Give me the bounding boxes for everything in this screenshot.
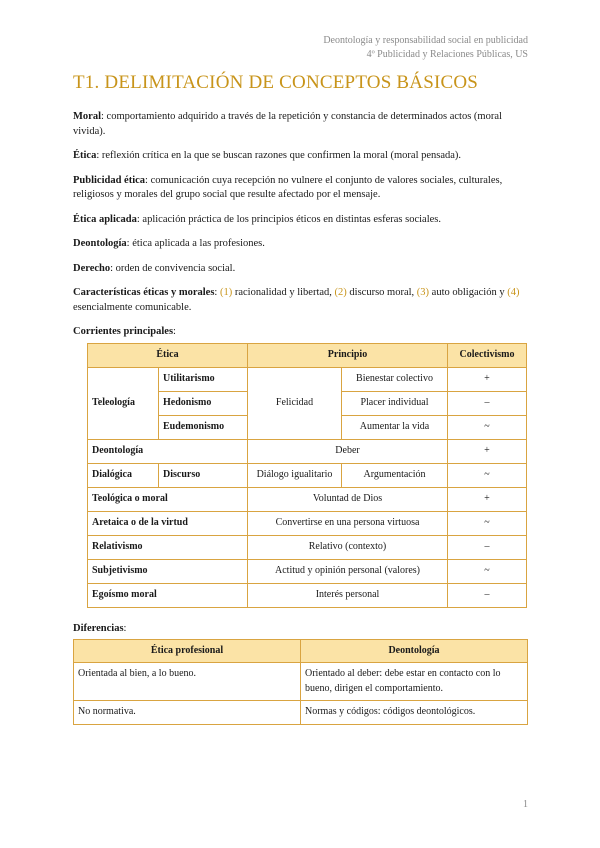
definition-text: : comunicación cuya recepción no vulnere el conjunto de valores sociales, culturales, religiosos y morales del grupo social que resulte afectado por el mensaje. — [73, 174, 503, 200]
cell-teleologia: Teleología — [88, 367, 159, 439]
table-row — [74, 701, 528, 725]
definition-term: Derecho — [73, 262, 111, 274]
table-row — [88, 559, 527, 583]
cell-etica-profesional: Orientada al bien, a lo bueno. — [74, 663, 301, 701]
main-content — [73, 110, 528, 725]
item-text: racionalidad y libertad, — [232, 287, 335, 298]
item-text: esencialmente comunicable. — [73, 301, 192, 313]
cell-discurso: Discurso — [159, 463, 248, 487]
cell-relativismo: Relativismo — [88, 535, 248, 559]
table-row — [88, 487, 527, 511]
cell-voluntad: Voluntad de Dios — [248, 487, 448, 511]
table-header-row — [74, 640, 528, 663]
cell-actitud: Actitud y opinión personal (valores) — [248, 559, 448, 583]
item-text: auto obligación y — [429, 287, 508, 298]
cell-collectivism: – — [448, 391, 527, 415]
definition-moral — [73, 110, 528, 139]
definition-text: : aplicación práctica de los principios éticos en distintas esferas sociales. — [136, 213, 441, 225]
cell-eudemonismo: Eudemonismo — [159, 415, 248, 439]
page-title: T1. DELIMITACIÓN DE CONCEPTOS BÁSICOS — [73, 72, 479, 93]
cell-deontologia: Deontología — [88, 439, 248, 463]
characteristics-term: Características éticas y morales — [73, 287, 215, 298]
cell-collectivism: ~ — [448, 415, 527, 439]
table-row — [88, 583, 527, 607]
header-program: 4º Publicidad y Relaciones Públicas, US — [366, 49, 528, 60]
cell-relativo: Relativo (contexto) — [248, 535, 448, 559]
cell-dialogo: Diálogo igualitario — [248, 463, 342, 487]
cell-aumentar: Aumentar la vida — [342, 415, 448, 439]
differences-label: Diferencias: — [73, 622, 127, 634]
cell-hedonismo: Hedonismo — [159, 391, 248, 415]
item-number: (1) — [219, 287, 233, 298]
differences-label-text: Diferencias — [73, 622, 124, 634]
differences-table — [73, 639, 528, 725]
header-etica: Ética — [88, 343, 248, 367]
item-number: (4) — [507, 287, 520, 298]
definition-derecho — [73, 262, 528, 277]
table-row — [88, 535, 527, 559]
cell-deber: Deber — [248, 439, 448, 463]
definition-text: : comportamiento adquirido a través de la repetición y constancia de determinados actos (moral vivida). — [73, 111, 502, 137]
header-principio: Principio — [248, 343, 448, 367]
table-row — [88, 367, 527, 391]
definition-term: Moral — [73, 111, 101, 122]
header-etica-profesional: Ética profesional — [74, 640, 301, 663]
header-course: Deontología y responsabilidad social en publicidad — [323, 35, 528, 46]
item-number: (2) — [334, 287, 347, 298]
cell-collectivism: + — [448, 367, 527, 391]
cell-collectivism: – — [448, 583, 527, 607]
currents-label-text: Corrientes principales — [73, 326, 174, 337]
cell-dialogica: Dialógica — [88, 463, 159, 487]
cell-subjetivismo: Subjetivismo — [88, 559, 248, 583]
table-row — [88, 439, 527, 463]
cell-deontologia: Orientado al deber: debe estar en contacto con lo bueno, dirigen el comportamiento. — [301, 663, 528, 701]
currents-label: Corrientes principales: — [73, 326, 176, 337]
definition-text: : orden de convivencia social. — [110, 262, 236, 274]
cell-utilitarismo: Utilitarismo — [159, 367, 248, 391]
cell-bienestar: Bienestar colectivo — [342, 367, 448, 391]
cell-felicidad: Felicidad — [248, 367, 342, 439]
table-header-row — [88, 343, 527, 367]
definition-etica — [73, 149, 528, 164]
cell-placer: Placer individual — [342, 391, 448, 415]
cell-egoismo: Egoísmo moral — [88, 583, 248, 607]
characteristics-colon: : — [214, 287, 220, 298]
cell-collectivism: + — [448, 439, 527, 463]
table-row — [88, 463, 527, 487]
cell-deontologia: Normas y códigos: códigos deontológicos. — [301, 701, 528, 725]
currents-table — [87, 343, 527, 608]
definition-text: : reflexión crítica en la que se buscan razones que confirmen la moral (moral pensada). — [96, 150, 462, 161]
cell-collectivism: – — [448, 535, 527, 559]
header-deontologia: Deontología — [301, 640, 528, 663]
definition-deontologia — [73, 237, 528, 252]
document-header — [323, 34, 528, 62]
table-row — [88, 511, 527, 535]
cell-argumentacion: Argumentación — [342, 463, 448, 487]
characteristics-paragraph — [73, 286, 528, 315]
cell-etica-profesional: No normativa. — [74, 701, 301, 725]
cell-aretaica: Aretaica o de la virtud — [88, 511, 248, 535]
cell-collectivism: ~ — [448, 463, 527, 487]
header-colectivismo: Colectivismo — [448, 343, 527, 367]
definition-publicidad-etica — [73, 174, 528, 203]
table-row — [74, 663, 528, 701]
definition-term: Ética — [73, 150, 97, 161]
cell-collectivism: + — [448, 487, 527, 511]
cell-collectivism: ~ — [448, 511, 527, 535]
cell-collectivism: ~ — [448, 559, 527, 583]
cell-convertirse: Convertirse en una persona virtuosa — [248, 511, 448, 535]
cell-interes: Interés personal — [248, 583, 448, 607]
definition-term: Ética aplicada — [73, 213, 137, 225]
item-number: (3) — [416, 287, 430, 298]
definition-term: Deontología — [73, 238, 127, 249]
definition-text: : ética aplicada a las profesiones. — [126, 238, 265, 249]
definition-etica-aplicada — [73, 213, 528, 228]
item-text: discurso moral, — [346, 287, 417, 298]
definition-term: Publicidad ética — [73, 174, 146, 186]
page-number: 1 — [523, 799, 528, 810]
cell-teologica: Teológica o moral — [88, 487, 248, 511]
